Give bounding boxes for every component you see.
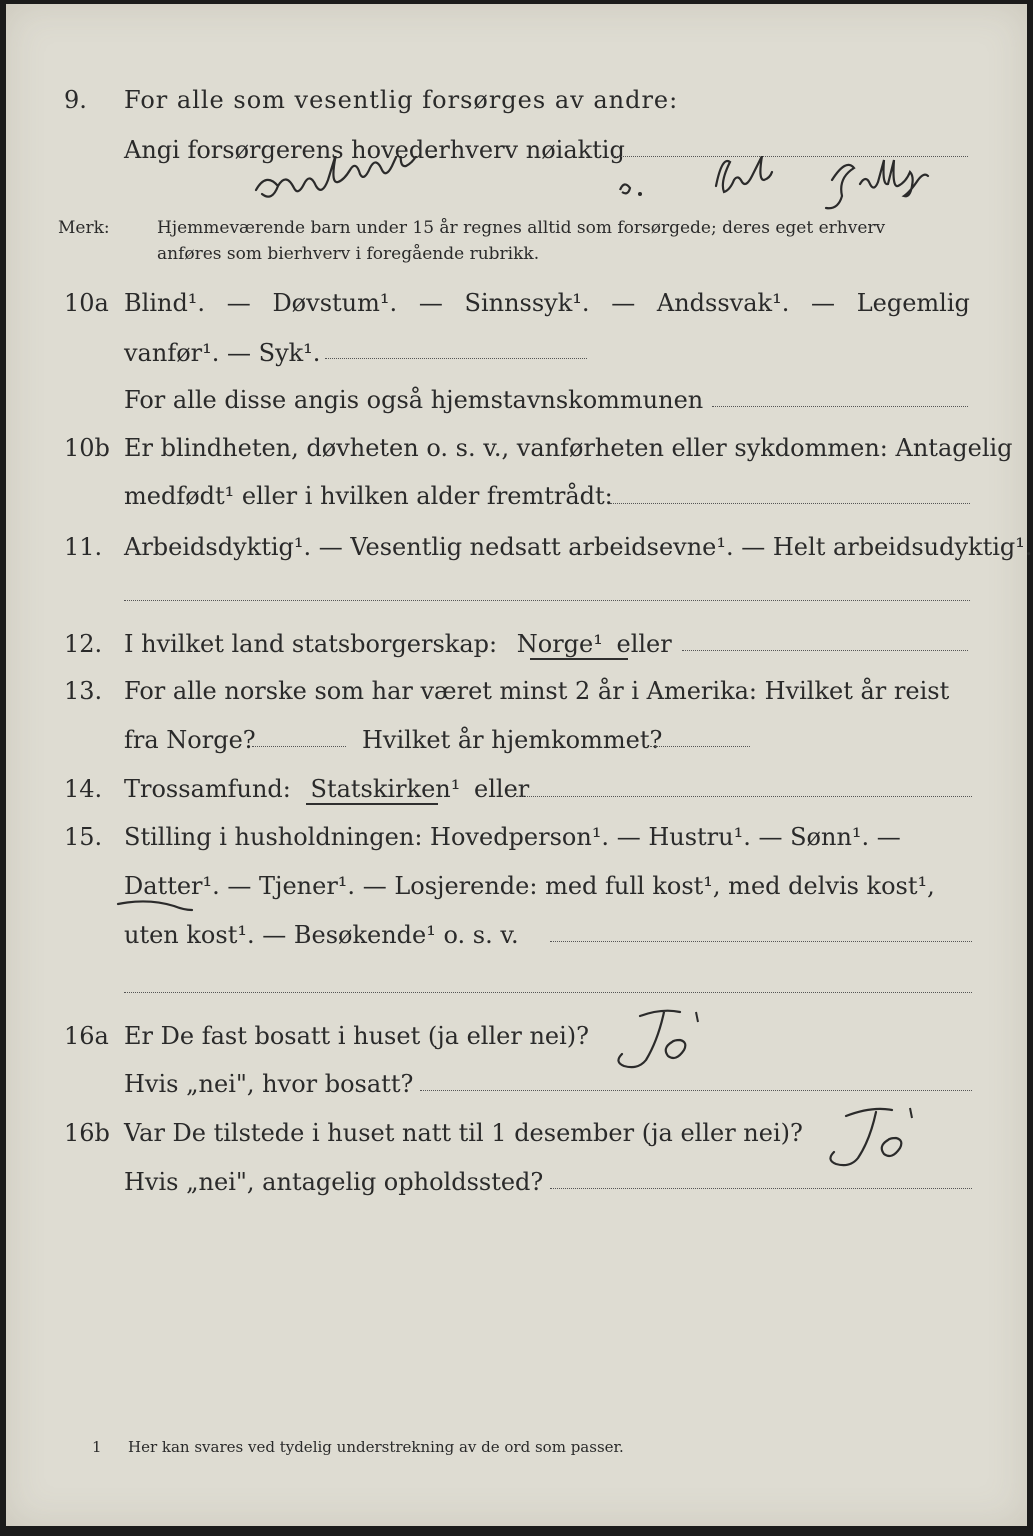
q13-reist-label: fra Norge? [124,726,256,754]
q16a-number: 16a [64,1022,109,1050]
q11-number: 11. [64,533,103,561]
q9-occupation-label: Angi forsørgerens hovederhverv nøiaktig [124,136,625,164]
q10a-dash-3: — [611,289,636,317]
q15-datter-underline [116,898,196,914]
q11-row [0,527,1033,567]
q10a-opt-andssvak: Andssvak¹. [656,289,790,317]
q10a-row-3 [0,380,1033,420]
q14-choice-statskirken: Statskirken¹ [310,775,461,803]
q10a-opt-sinnssyk: Sinnssyk¹. [464,289,590,317]
q13-number: 13. [64,677,103,705]
q15-options-2: Datter¹. — Tjener¹. — Losjerende: med full kost¹, med delvis kost¹, [124,872,935,900]
q16b-opholdssted-label: Hvis „nei", antagelig opholdssted? [124,1168,544,1196]
footnote-mark: 1 [92,1438,102,1456]
q14-statskirken-underline [306,803,438,805]
q16b-number: 16b [64,1119,110,1147]
q13-row-2 [0,720,1033,760]
q12-norge-underline [530,658,628,660]
q12-row [0,624,1033,664]
q9-answer-handwriting [248,156,968,212]
q15-options-3: uten kost¹. — Besøkende¹ o. s. v. [124,921,519,949]
q15-row [0,817,1033,857]
q14-label: Trossamfund: [124,775,291,803]
q14-eller: eller [474,775,530,803]
q10b-row-2 [0,476,1033,516]
q10a-opt-dovstum: Døvstum¹. [272,289,398,317]
q16a-row-2 [0,1064,1033,1104]
q10a-options [124,283,970,323]
q16a-bosatt-field[interactable] [420,1090,972,1091]
q16a-question: Er De fast bosatt i huset (ja eller nei)? [124,1022,590,1050]
q12-choice-norge: Norge¹ [516,630,603,658]
q15-row-3 [0,915,1033,955]
q12-eller: eller [616,630,672,658]
q15-answer-line[interactable] [124,992,972,993]
q10b-row [0,428,1033,468]
q10a-dash-2: — [418,289,443,317]
q11-answer-line[interactable] [124,600,970,601]
q16b-question: Var De tilstede i huset natt til 1 desember (ja eller nei)? [124,1119,803,1147]
q13-hjemkommet-field[interactable] [650,746,750,747]
q14-row [0,769,1033,809]
q16b-row-2 [0,1162,1033,1202]
merk-label: Merk: [58,218,110,238]
q10b-alder-label: medfødt¹ eller i hvilken alder fremtrådt: [124,482,613,510]
merk-line-1: Hjemmeværende barn under 15 år regnes alltid som forsørgede; deres eget erhverv [157,218,886,238]
q10a-dash-4: — [811,289,836,317]
q10b-alder-field[interactable] [610,503,970,504]
q10b-number: 10b [64,434,110,462]
q12-other-field[interactable] [682,650,968,651]
q16a-row [0,1016,1033,1056]
q15-other-field[interactable] [550,941,972,942]
q10a-number: 10a [64,289,109,317]
q10a-vanfor-label: vanfør¹. — Syk¹. [124,339,321,367]
q10a-row-2 [0,333,1033,373]
merk-line-2: anføres som bierhverv i foregående rubrikk. [157,244,540,264]
q11-question: Arbeidsdyktig¹. — Vesentlig nedsatt arbeidsevne¹. — Helt arbeidsudyktig¹. [124,533,1033,561]
q16a-bosatt-label: Hvis „nei", hvor bosatt? [124,1070,414,1098]
q15-question: Stilling i husholdningen: Hovedperson¹. — Hustru¹. — Sønn¹. — [124,823,901,851]
q12-number: 12. [64,630,103,658]
q10a-opt-legemlig: Legemlig [856,289,970,317]
q9-row [0,80,1033,120]
q13-row [0,671,1033,711]
q16b-opholdssted-field[interactable] [550,1188,972,1189]
q10b-question: Er blindheten, døvheten o. s. v., vanførheten eller sykdommen: Antagelig [124,434,1013,462]
q14-other-field[interactable] [516,796,972,797]
footnote-text: Her kan svares ved tydelig understrekning av de ord som passer. [128,1438,624,1456]
q9-question: For alle som vesentlig forsørges av andre: [124,86,679,114]
q10a-hjemstavn-label: For alle disse angis også hjemstavnskommunen [124,386,704,414]
q10a-dash-1: — [226,289,251,317]
q14-number: 14. [64,775,103,803]
q12-label: I hvilket land statsborgerskap: [124,630,498,658]
q10a-row [0,283,1033,323]
q10a-hjemstavn-field[interactable] [712,406,968,407]
q9-number: 9. [64,86,87,114]
q15-number: 15. [64,823,103,851]
q13-hjemkommet-label: Hvilket år hjemkommet? [362,726,663,754]
q10a-opt-blind: Blind¹. [124,289,206,317]
q10a-syk-field[interactable] [325,358,587,359]
q13-reist-field[interactable] [252,746,346,747]
q13-question: For alle norske som har været minst 2 år i Amerika: Hvilket år reist [124,677,950,705]
